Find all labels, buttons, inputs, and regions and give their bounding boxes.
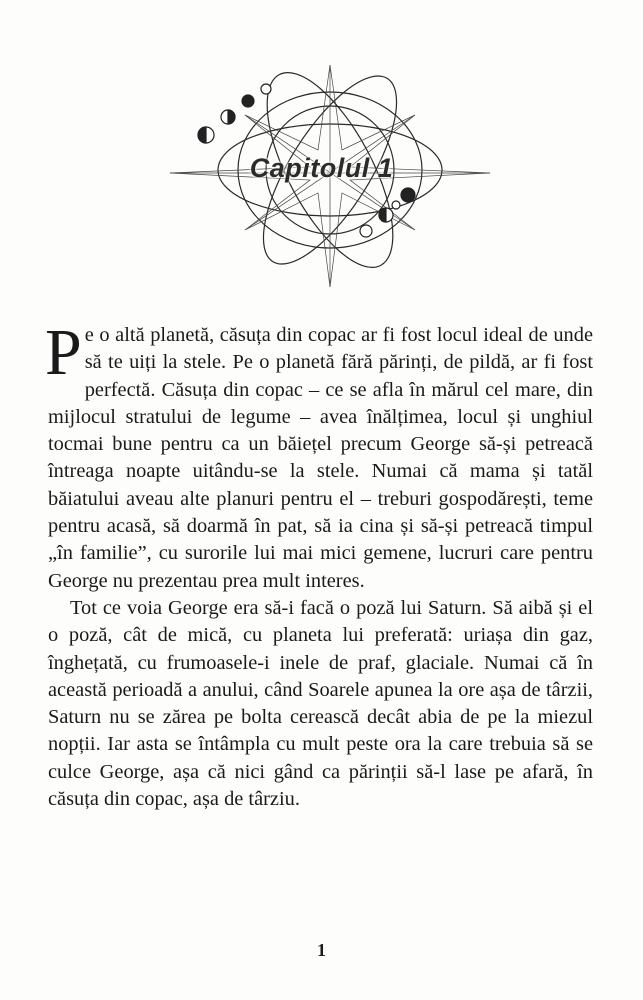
paragraph: [45, 316, 593, 595]
chapter-title: Capitolul 1: [249, 153, 394, 183]
body-text: [45, 316, 593, 813]
paragraph: [48, 595, 593, 813]
page-number: 1: [317, 940, 326, 960]
paragraph-text: Tot ce voia George era să-i facă o poză lui Saturn. Să aibă și el o poză, cât de mică, cu planeta lui preferată: uriașa din gaz, înghețată, cu frumoasele-i inele de praf, glaciale. Numai că în această perioadă a anului, când Soarele apunea la ore așa de târzii, Saturn nu se zărea pe bolta cerească decât abia de pe la miezul nopții. Iar asta se întâmpla cu mult peste ora la care trebuia să se culce George, așa că nici gând ca părinții să-l lase pe afară, în căsuța din copac, așa de târziu.: [48, 596, 593, 811]
paragraph-text: e o altă planetă, căsuța din copac ar fi fost locul ideal de unde să te uiți la stele. Pe o planetă fără părinți, de pildă, ar fi fost perfectă. Căsuța din copac – ce se afla în mărul cel mare, din mijlocul stratului de legume – avea înălțimea, locul și unghiul tocmai bune pentru ca un băiețel precum George să-și petreacă întreaga noapte uitându-se la stele. Numai că mama și tatăl băiatului aveau alte planuri pentru el – treburi gospodărești, teme pentru acasă, să doarmă în pat, să ia cina și să-și petreacă timpul „în familie”, cu surorile lui mai mici gemene, lucruri care pentru George nu prezentau prea mult interes.: [48, 324, 593, 592]
drop-cap: P: [45, 316, 82, 389]
